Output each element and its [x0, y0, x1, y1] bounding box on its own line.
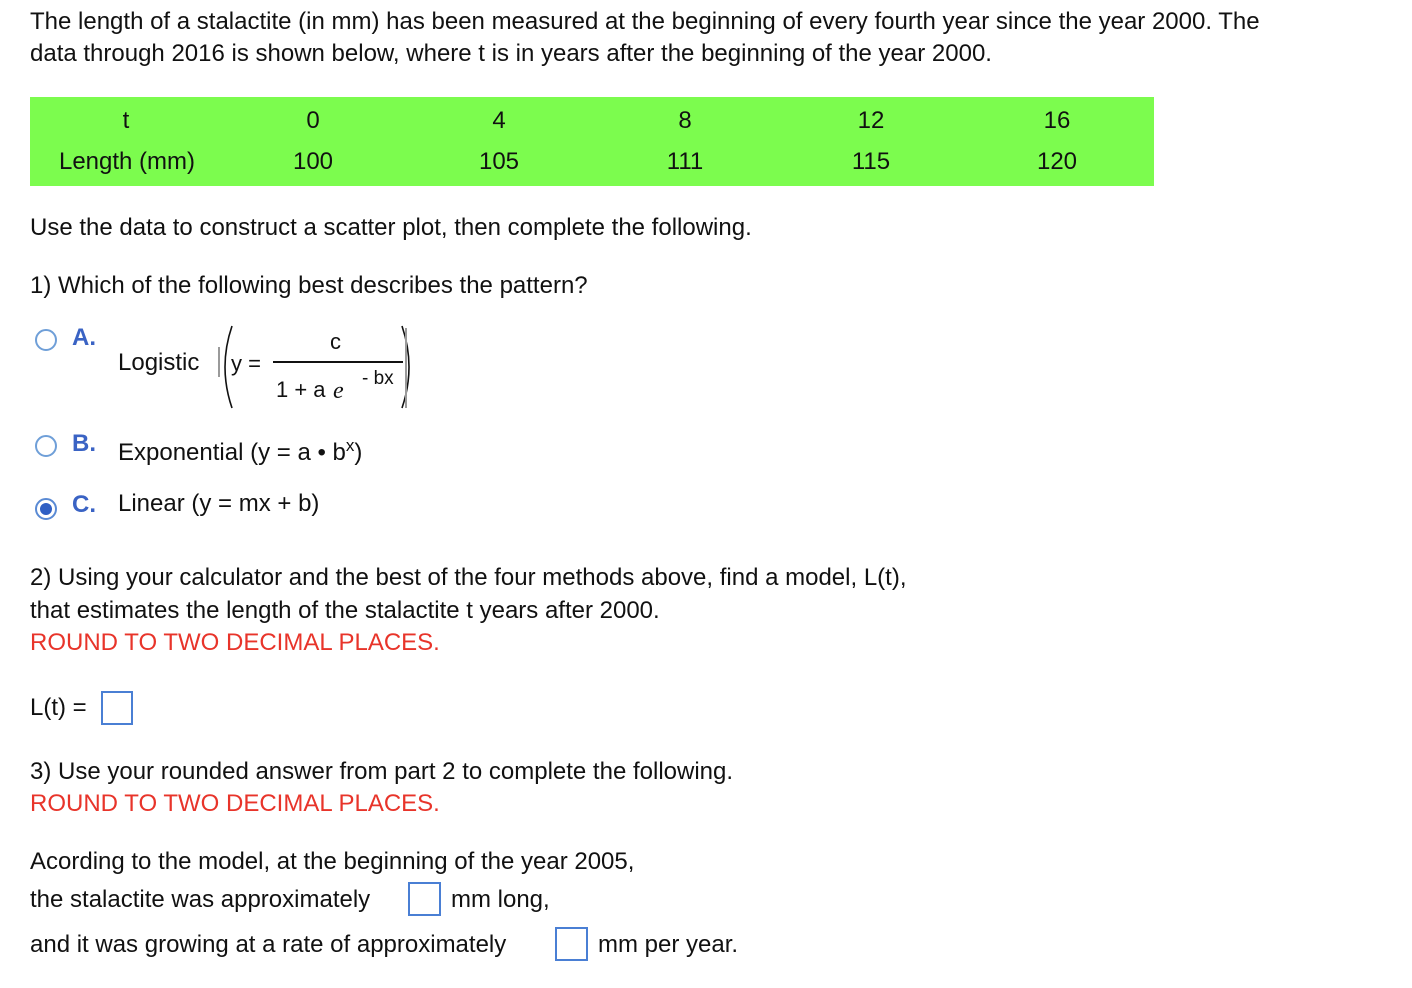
- option-b-label: Exponential (y = a • b: [118, 439, 346, 466]
- table-cell-length-2: 111: [666, 148, 704, 175]
- formula-numerator: c: [330, 329, 341, 354]
- q3-sentence-1: Acording to the model, at the beginning of the year 2005,: [30, 848, 635, 875]
- formula-exponent: - bx: [362, 368, 394, 389]
- instruction-text: Use the data to construct a scatter plot, then complete the following.: [30, 214, 752, 241]
- table-cell-t-2: 8: [678, 107, 692, 134]
- option-b-text: [118, 437, 362, 469]
- q3-round-note: ROUND TO TWO DECIMAL PLACES.: [30, 790, 440, 817]
- q3-sentence-2-pre: the stalactite was approximately: [30, 886, 371, 913]
- option-b-exponent: x: [345, 436, 355, 455]
- table-cell-t-1: 4: [492, 107, 506, 134]
- option-b-close: ): [354, 439, 363, 466]
- lt-answer-input[interactable]: [101, 691, 133, 725]
- intro-line-1: The length of a stalactite (in mm) has been measured at the beginning of every fourth year since the year 2000. The: [30, 8, 1260, 35]
- table-cell-t-4: 16: [1043, 107, 1071, 134]
- formula-fraction-bar: [273, 361, 403, 363]
- table-cell-t-3: 12: [857, 107, 885, 134]
- table-cell-length-0: 100: [292, 148, 334, 175]
- option-b-radio[interactable]: [35, 435, 57, 457]
- q3-sentence-2-post: mm long,: [451, 886, 550, 913]
- formula-right-bar: [405, 328, 407, 408]
- table-row-label-length: Length (mm): [58, 148, 196, 175]
- formula-e: e: [333, 378, 344, 404]
- option-c-letter: C.: [72, 491, 96, 518]
- q2-round-note: ROUND TO TWO DECIMAL PLACES.: [30, 629, 440, 656]
- data-table: [30, 97, 1154, 186]
- option-a-letter: A.: [72, 324, 96, 351]
- intro-line-2: data through 2016 is shown below, where t is in years after the beginning of the year 2000.: [30, 40, 992, 67]
- table-cell-length-1: 105: [478, 148, 520, 175]
- rate-answer-input[interactable]: [555, 927, 588, 961]
- option-a-radio[interactable]: [35, 329, 57, 351]
- length-answer-input[interactable]: [408, 882, 441, 916]
- q2-line-2: that estimates the length of the stalactite t years after 2000.: [30, 597, 660, 624]
- q2-answer-label: L(t) =: [30, 694, 87, 721]
- q3-sentence-3-pre: and it was growing at a rate of approximately: [30, 931, 507, 958]
- q3-sentence-3-post: mm per year.: [598, 931, 739, 958]
- option-b-letter: B.: [72, 430, 96, 457]
- formula-lhs: y =: [231, 351, 261, 376]
- option-a-label: Logistic: [118, 349, 200, 376]
- table-cell-t-0: 0: [306, 107, 320, 134]
- q1-prompt: 1) Which of the following best describes the pattern?: [30, 272, 588, 299]
- option-c-label: Linear (y = mx + b): [118, 490, 320, 517]
- formula-denominator: 1 + a: [276, 377, 326, 402]
- q2-line-1: 2) Using your calculator and the best of the four methods above, find a model, L(t),: [30, 564, 907, 591]
- table-cell-length-3: 115: [851, 148, 891, 175]
- table-row-label-t: t: [122, 107, 130, 134]
- table-cell-length-4: 120: [1036, 148, 1078, 175]
- formula-right-paren: [398, 322, 420, 412]
- option-c-radio[interactable]: [35, 498, 57, 520]
- q3-line-1: 3) Use your rounded answer from part 2 to complete the following.: [30, 758, 734, 785]
